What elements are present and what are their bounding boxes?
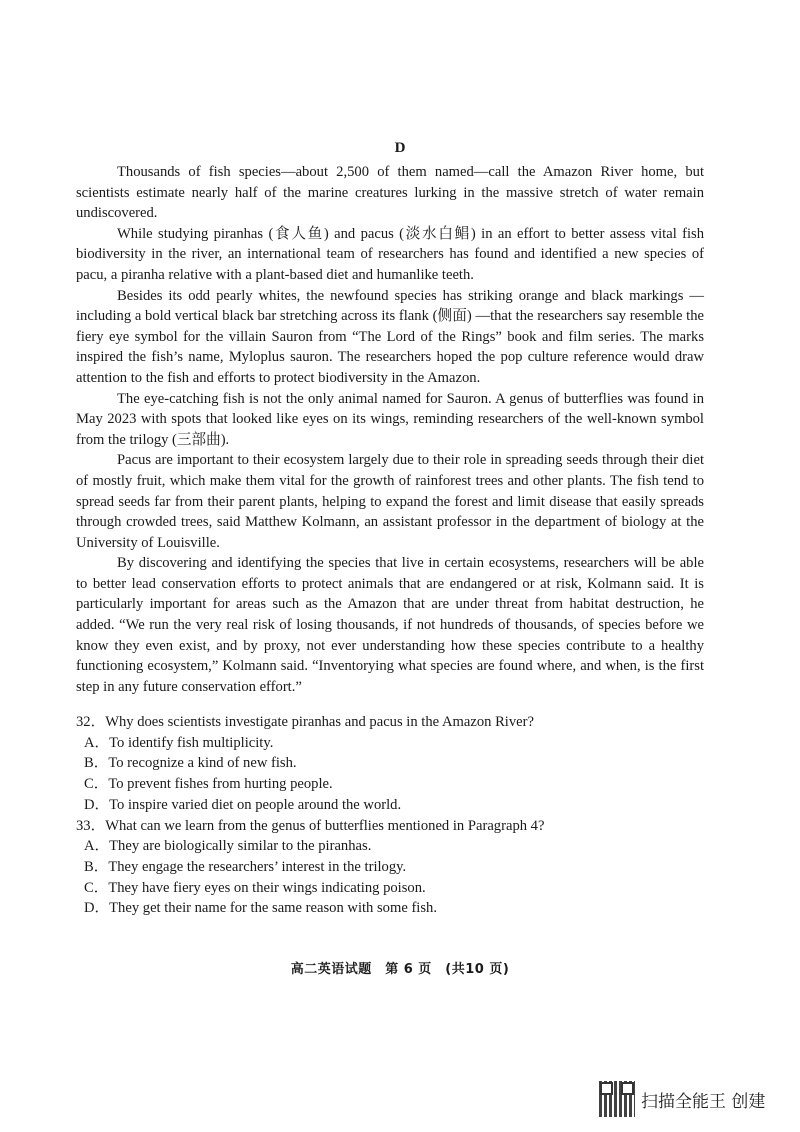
- section-label: D: [394, 140, 406, 156]
- question-33: 33．What can we learn from the genus of butterflies mentioned in Paragraph 4?: [76, 817, 545, 834]
- questions: [76, 712, 716, 919]
- option: D．They get their name for the same reason with some fish.: [84, 900, 437, 917]
- paragraph: Besides its odd pearly whites, the newfound species has striking orange and black markings —including a bold vertical black bar stretching across its flank (侧面) —that the researchers say resemble the fiery eye symbol for the villain Sauron from “The Lord of the Rings” book and film series. The marks inspired the fish’s name, Myloplus sauron. The researchers hoped the pop culture reference would draw attention to the fish and efforts to protect biodiversity in the Amazon.: [76, 287, 704, 386]
- paragraph: The eye-catching fish is not the only animal named for Sauron. A genus of butterflies was found in May 2023 with spots that looked like eyes on its wings, reminding researchers of the well-known symbol from the trilogy (三部曲).: [76, 390, 704, 448]
- question-32: 32．Why does scientists investigate piranhas and pacus in the Amazon River?: [76, 714, 534, 730]
- option: C．They have fiery eyes on their wings indicating poison.: [84, 879, 426, 896]
- paragraph: Pacus are important to their ecosystem largely due to their role in spreading seeds through their diet of mostly fruit, which make them vital for the growth of rainforest trees and other plants. The fish tend to spread seeds far from their parent plants, helping to expand the forest and limit disease that easily spreads through crowded trees, said Matthew Kolmann, an assistant professor in the department of biology at the University of Louisville.: [76, 452, 704, 551]
- option: A．To identify fish multiplicity.: [84, 734, 274, 751]
- qr-code-icon: [599, 1081, 635, 1117]
- watermark-text: 扫描全能王 创建: [641, 1091, 766, 1112]
- option: B．They engage the researchers’ interest in the trilogy.: [84, 858, 407, 875]
- option: A．They are biologically similar to the piranhas.: [84, 838, 372, 855]
- option: D．To inspire varied diet on people around the world.: [84, 796, 402, 813]
- paragraph: By discovering and identifying the species that live in certain ecosystems, researchers will be able to better lead conservation efforts to protect animals that are endangered or at risk, Kolmann said. It is particularly important for areas such as the Amazon that are under threat from habitat destruction, he added. “We run the very real risk of losing thousands, if not hundreds of thousands, of species before we know they even exist, and by proxy, not ever understanding how these species contribute to a healthy functioning ecosystem,” Kolmann said. “Inventorying what species are found where, and when, is the first step in any future conservation effort.”: [76, 555, 704, 695]
- reading-passage: [76, 162, 704, 697]
- option: B．To recognize a kind of new fish.: [84, 755, 297, 772]
- page-footer: 高二英语试题 第 6 页 (共10 页): [290, 962, 510, 977]
- paragraph: While studying piranhas (食人鱼) and pacus (淡水白鲳) in an effort to better assess vital fish biodiversity in the river, an international team of researchers has found and identified a new species of pacu, a piranha relative with a plant-based diet and humanlike teeth.: [76, 225, 704, 283]
- option: C．To prevent fishes from hurting people.: [84, 776, 333, 793]
- scanner-watermark: [599, 1081, 765, 1117]
- paragraph: Thousands of fish species—about 2,500 of them named—call the Amazon River home, but scientists estimate nearly half of the marine creatures lurking in the massive stretch of water remain undiscovered.: [76, 164, 704, 222]
